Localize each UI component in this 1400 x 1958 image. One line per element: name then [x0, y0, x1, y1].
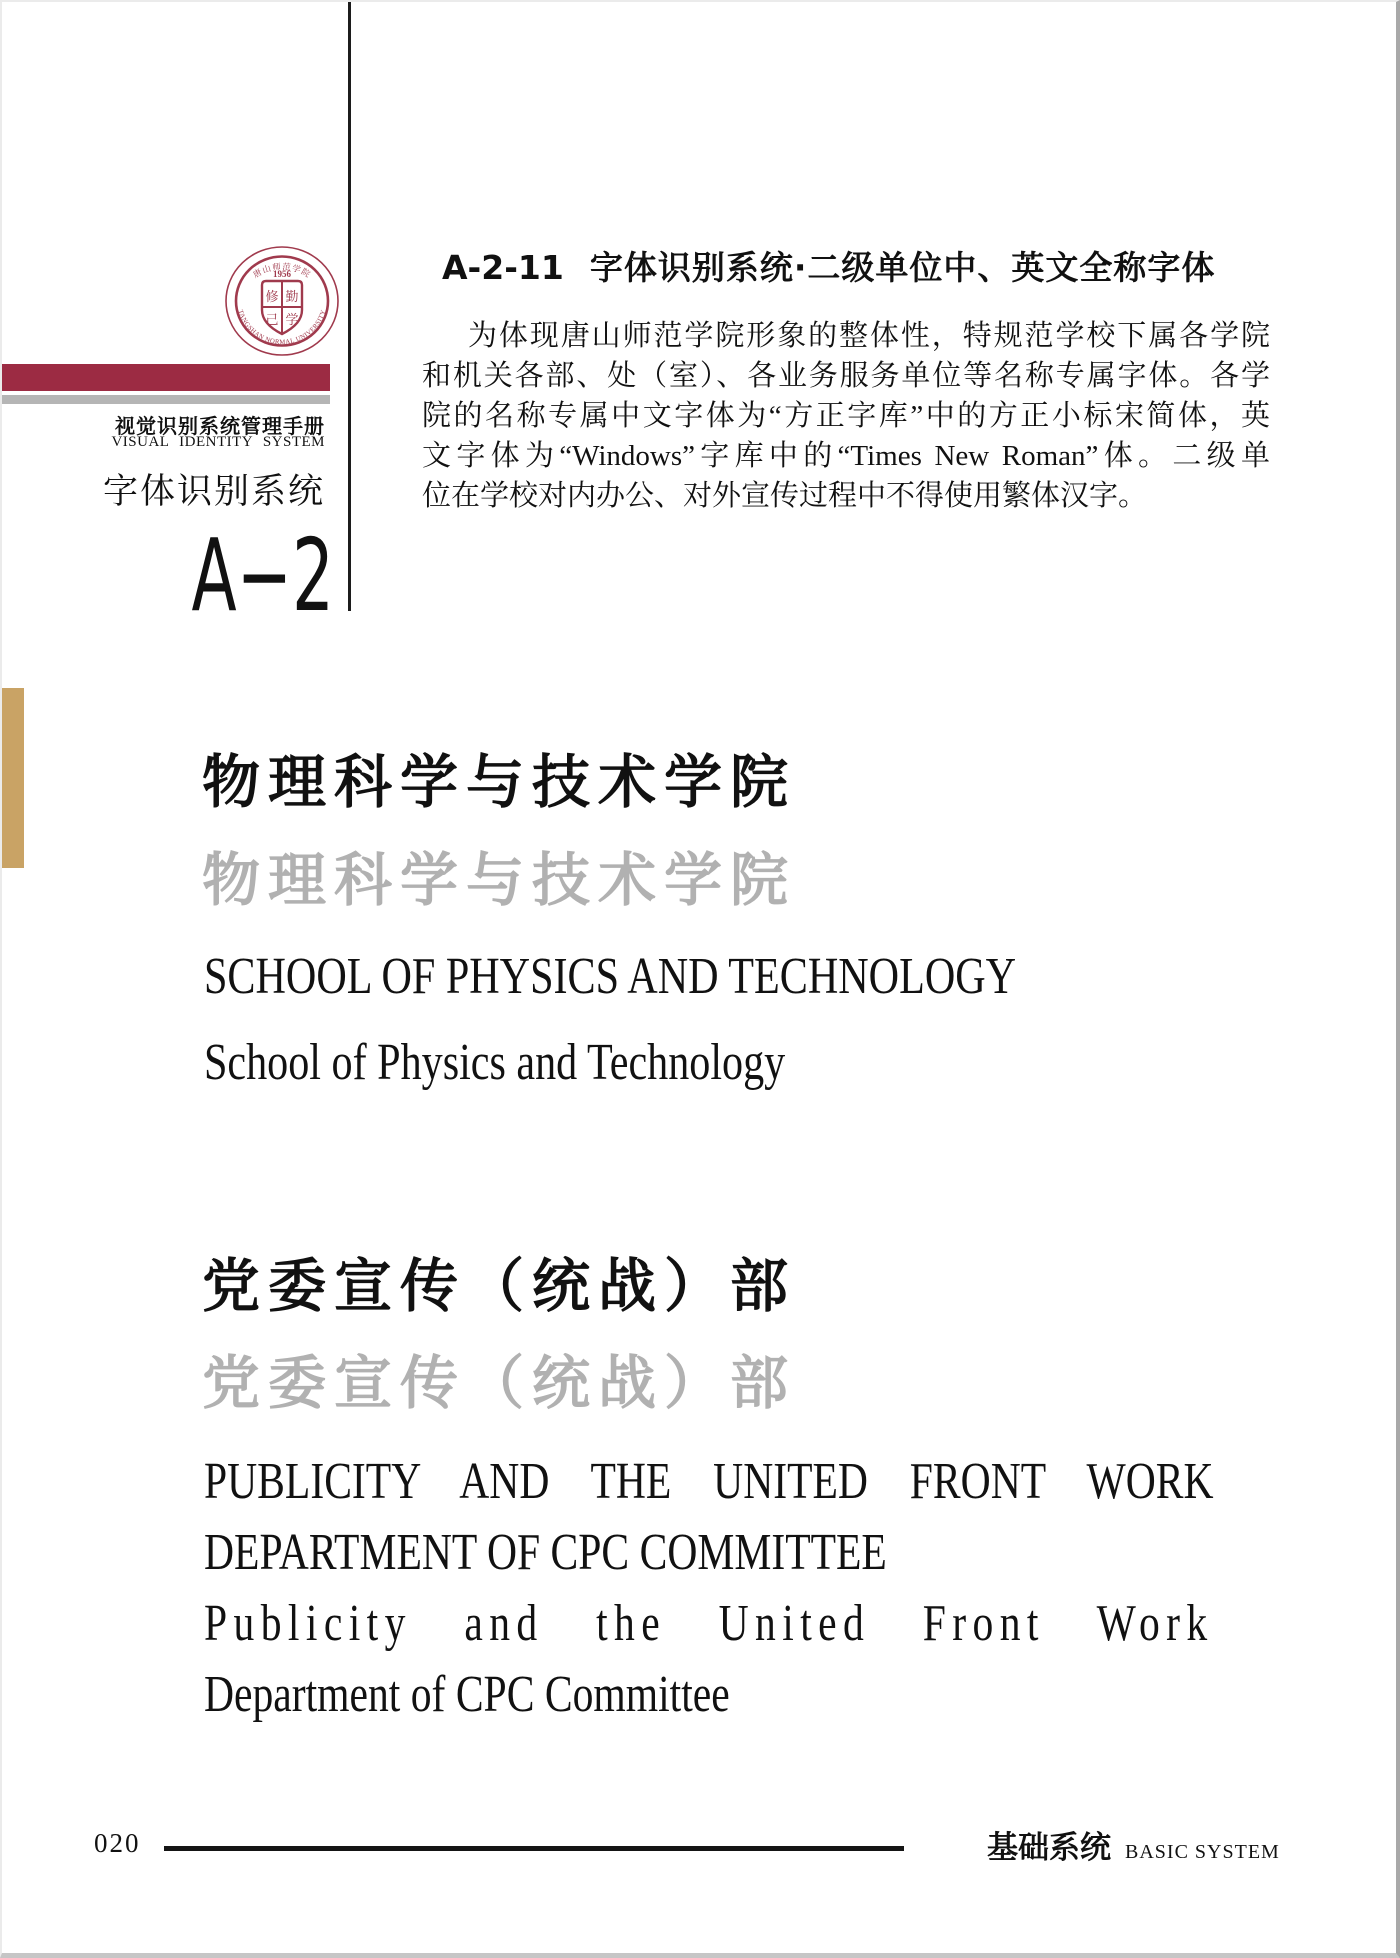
section-heading-code: A-2-11 [442, 248, 564, 287]
footer-label-cn: 基础系统 [987, 1830, 1111, 1866]
specimen2-cn-black: 党委宣传（统战）部 [202, 1254, 797, 1319]
specimen1-cn-gray: 物理科学与技术学院 [202, 848, 797, 913]
specimen2-en-lower-line1: Publicity and the United Front Work [204, 1595, 1214, 1652]
specimen2-en-caps-line1: PUBLICITY AND THE UNITED FRONT WORK [204, 1453, 1214, 1510]
specimen2-en-lower-line2: Department of CPC Committee [204, 1666, 730, 1723]
seal-quadrant-1: 修 [265, 289, 279, 304]
specimen1-en-lower: School of Physics and Technology [204, 1034, 786, 1091]
specimen1-cn-black: 物理科学与技术学院 [202, 750, 797, 815]
specimen1-en-block [204, 942, 1119, 1098]
section-heading [442, 242, 1215, 289]
seal-year: 1956 [273, 269, 291, 279]
sidebar-vertical-divider [348, 2, 351, 611]
university-seal [222, 244, 342, 358]
specimen2-cn-gray: 党委宣传（统战）部 [202, 1351, 797, 1416]
tan-edge-block [2, 688, 24, 868]
body-paragraph [422, 316, 1270, 516]
specimen1-en-caps: SCHOOL OF PHYSICS AND TECHNOLOGY [204, 948, 1017, 1005]
accent-red-bar [2, 364, 330, 391]
body-line: 院的名称专属中文字体为“方正字库”中的方正小标宋简体，英 [422, 400, 1270, 432]
accent-gray-bar [2, 395, 330, 404]
university-seal-icon [222, 244, 342, 358]
body-line: 位在学校对内办公、对外宣传过程中不得使用繁体汉字。 [422, 480, 1148, 512]
manual-title-cn: 视觉识别系统管理手册 [115, 416, 325, 438]
seal-top-text: 唐山师范学院 [251, 261, 313, 280]
page-number: 020 [94, 1828, 141, 1858]
body-line: 文字体为“Windows”字库中的“Times New Roman”体。二级单 [422, 440, 1270, 472]
footer-section-label [987, 1822, 1280, 1867]
seal-quadrant-3: 己 [265, 312, 279, 327]
manual-title-en: VISUAL IDENTITY SYSTEM [111, 434, 325, 450]
footer-rule [164, 1846, 904, 1851]
sidebar-system-title: 字体识别系统 [102, 472, 325, 512]
specimen2-en-caps-line2: DEPARTMENT OF CPC COMMITTEE [204, 1524, 887, 1581]
footer-label-en: BASIC SYSTEM [1125, 1841, 1280, 1863]
section-code: A−2 [191, 517, 334, 634]
seal-quadrant-2: 勤 [285, 289, 299, 304]
body-line: 和机关各部、处（室）、各业务服务单位等名称专属字体。各学 [422, 360, 1270, 392]
body-line: 为体现唐山师范学院形象的整体性，特规范学校下属各学院 [468, 320, 1270, 352]
specimen2-en-block [204, 1446, 1214, 1730]
seal-quadrant-4: 学 [285, 312, 299, 327]
section-heading-title: 字体识别系统·二级单位中、英文全称字体 [589, 248, 1216, 287]
seal-ring-text: TANGSHAN NORMAL UNIVERSITY [236, 309, 328, 347]
